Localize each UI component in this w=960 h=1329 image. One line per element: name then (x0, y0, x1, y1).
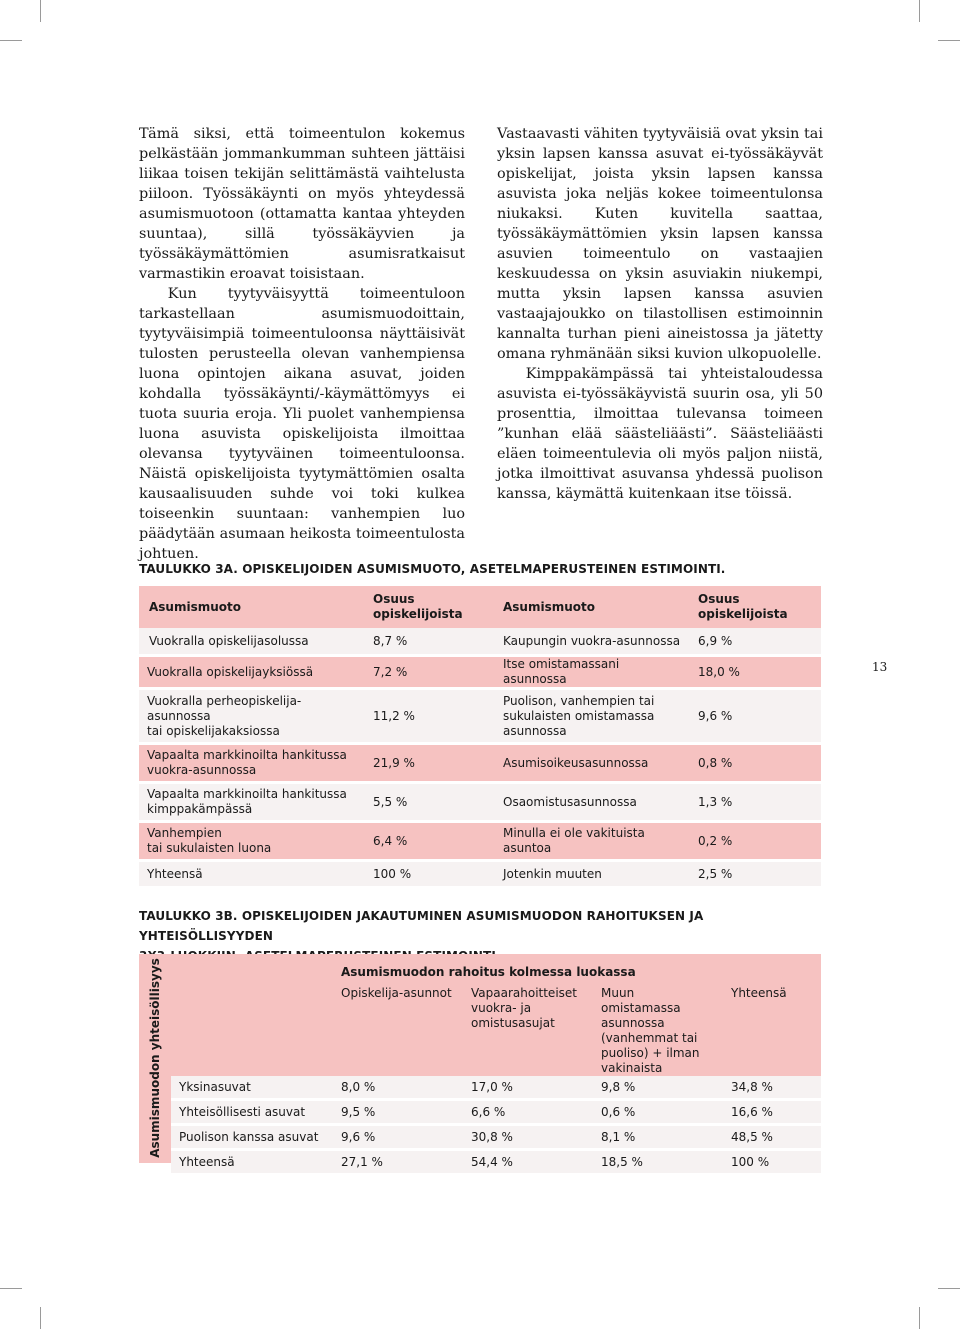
table-cell: 6,4 % (365, 823, 495, 859)
crop-mark (938, 40, 960, 41)
table-cell: 34,8 % (723, 1076, 821, 1098)
table-cell: 8,1 % (593, 1126, 723, 1148)
table-row (139, 657, 821, 687)
crop-mark (0, 40, 22, 41)
table-cell: Jotenkin muuten (495, 862, 690, 886)
table-3b-grid (171, 954, 821, 1173)
table-row (139, 745, 821, 781)
table-cell: Vapaalta markkinoilta hankitussa vuokra-asunnossa (139, 745, 365, 781)
table-cell: Minulla ei ole vakituista asuntoa (495, 823, 690, 859)
table-cell: 100 % (365, 862, 495, 886)
row-label: Yhteensä (171, 1151, 333, 1173)
table-cell: Asumisoikeusasunnossa (495, 745, 690, 781)
table-row (139, 823, 821, 859)
table-cell: Vuokralla perheopiskelija-asunnossa tai opiskelijakaksiossa (139, 690, 365, 742)
table-cell: Kaupungin vuokra-asunnossa (495, 628, 690, 654)
caption-label: TAULUKKO 3A. (139, 562, 238, 576)
paragraph: Kimppakämpässä tai yhteistaloudessa asuvista ei-työssäkäyvistä suurin osa, yli 50 prosenttia, ilmoittaa tulevansa toimeen ”kunhan elää säästeliäästi”. Säästeliäästi eläen toimeentulevia oli myös paljon niistä, jotka ilmoittivat asuvansa yhdessä puolison kanssa, käymättä kuitenkaan itse töissä. (497, 366, 823, 502)
table-cell: 16,6 % (723, 1101, 821, 1123)
table-row (139, 862, 821, 886)
caption-text: OPISKELIJOIDEN JAKAUTUMINEN ASUMISMUODON RAHOITUKSEN JA YHTEISÖLLISYYDEN (139, 909, 704, 943)
table-row (171, 1076, 821, 1098)
table-header-row (171, 982, 821, 1076)
table-cell: 8,7 % (365, 628, 495, 654)
crop-mark (919, 1307, 920, 1329)
crop-mark (938, 1288, 960, 1289)
crop-mark (40, 1307, 41, 1329)
table-cell: 6,9 % (690, 628, 821, 654)
table-cell: Osaomistusasunnossa (495, 784, 690, 820)
header-cell: Asumismuoto (495, 586, 690, 628)
right-text-column (497, 124, 823, 504)
header-cell: Asumismuoto (139, 586, 365, 628)
table-cell: 9,6 % (333, 1126, 463, 1148)
header-cell: Opiskelija-asunnot (333, 982, 463, 1076)
table-cell: Vapaalta markkinoilta hankitussa kimppakämpässä (139, 784, 365, 820)
caption-label: TAULUKKO 3B. (139, 909, 238, 923)
table-3b (139, 954, 821, 1169)
header-cell: Osuus opiskelijoista (365, 586, 495, 628)
table-cell: 17,0 % (463, 1076, 593, 1098)
table-cell: Vuokralla opiskelijayksiössä (139, 657, 365, 687)
header-cell: Vapaarahoitteiset vuokra- ja omistusasujat (463, 982, 593, 1076)
paragraph: Vastaavasti vähiten tyytyväisiä ovat yksin tai yksin lapsen kanssa asuvat ei-työssäkäyvät opiskelijat, joista yksin lapsen kanssa asuvista joka neljäs kokee toimeentulonsa niukaksi. Kuten kuvitella saattaa, työssäkäymättömien yksin lapsen kanssa asuvien toimeentulo on vastaajien keskuudessa on yksin asuviakin niukempi, mutta yksin lapsen kanssa asuvien vastaajajoukko on tilastollisen estimoinnin kannalta turhan pieni aineistossa ja jätetty omana ryhmänään siksi kuvion ulkopuolelle. (497, 126, 823, 362)
table-cell: 48,5 % (723, 1126, 821, 1148)
vertical-header-label: Asumismuodon yhteisöllisyys (148, 958, 162, 1158)
table-cell: Yhteensä (139, 862, 365, 886)
table-cell: 18,5 % (593, 1151, 723, 1173)
group-header: Asumismuodon rahoitus kolmessa luokassa (333, 954, 821, 982)
table-cell: 27,1 % (333, 1151, 463, 1173)
paragraph: Tämä siksi, että toimeentulon kokemus pelkästään jommankumman suhteen jättäisi liikaa toisen tekijän selittämästä vaihtelusta piiloon. Työssäkäynti on myös yhteydessä asumismuotoon (ottamatta kantaa yhteyden suuntaa), sillä työssäkäyvien ja työssäkäymättömien asumisratkaisut varmastikin eroavat toisistaan. (139, 126, 465, 282)
paragraph: Kun tyytyväisyyttä toimeentuloon tarkastellaan asumismuodoittain, tyytyväisimpiä toimeentuloonsa näyttäisivät tulosten perusteella olevan vanhempiensa luona opintojen aikana asuvat, joiden kohdalla työssäkäynti/-käymättömyys ei tuota suuria eroja. Yli puolet vanhempiensa luona asuvista opiskelijoista ilmoittaa olevansa tyytyväinen toimeentuloonsa. Näistä opiskelijoista tyytymättömien osalta kausaalisuuden suhde voi toki kulkea toiseenkin suuntaan: vanhempien luo päädytään asumaan heikosta toimeentulosta johtuen. (139, 286, 465, 562)
table-cell: Vuokralla opiskelijasolussa (139, 628, 365, 654)
table-cell: 2,5 % (690, 862, 821, 886)
table-header-row (139, 586, 821, 628)
table-3a-caption (139, 559, 799, 579)
table-cell: 9,6 % (690, 690, 821, 742)
table-row (171, 1151, 821, 1173)
table-cell: 54,4 % (463, 1151, 593, 1173)
table-cell: 7,2 % (365, 657, 495, 687)
table-cell: 6,6 % (463, 1101, 593, 1123)
header-cell: Osuus opiskelijoista (690, 586, 821, 628)
table-cell: 100 % (723, 1151, 821, 1173)
table-cell: Puolison, vanhempien tai sukulaisten omistamassa asunnossa (495, 690, 690, 742)
table-row (171, 1101, 821, 1123)
crop-mark (919, 0, 920, 22)
crop-mark (40, 0, 41, 22)
table-cell (171, 982, 333, 1076)
table-cell: 5,5 % (365, 784, 495, 820)
crop-mark (0, 1288, 22, 1289)
table-cell: 0,8 % (690, 745, 821, 781)
left-text-column (139, 124, 465, 564)
table-cell: 21,9 % (365, 745, 495, 781)
page-number: 13 (872, 660, 888, 674)
table-cell: 0,6 % (593, 1101, 723, 1123)
row-label: Puolison kanssa asuvat (171, 1126, 333, 1148)
table-row (139, 690, 821, 742)
header-cell: Yhteensä (723, 982, 821, 1076)
caption-text: OPISKELIJOIDEN ASUMISMUOTO, ASETELMAPERUSTEINEN ESTIMOINTI. (242, 562, 726, 576)
table-cell: 30,8 % (463, 1126, 593, 1148)
table-cell: 8,0 % (333, 1076, 463, 1098)
table-row (139, 628, 821, 654)
row-label: Yksinasuvat (171, 1076, 333, 1098)
table-cell: Vanhempien tai sukulaisten luona (139, 823, 365, 859)
table-3a (139, 586, 821, 886)
table-cell: 1,3 % (690, 784, 821, 820)
table-cell: 9,5 % (333, 1101, 463, 1123)
table-cell: 18,0 % (690, 657, 821, 687)
table-cell: 9,8 % (593, 1076, 723, 1098)
table-cell: 0,2 % (690, 823, 821, 859)
row-label: Yhteisöllisesti asuvat (171, 1101, 333, 1123)
table-row (139, 784, 821, 820)
table-row (171, 1126, 821, 1148)
table-group-header-row (171, 954, 821, 982)
vertical-header-band (139, 954, 171, 1163)
table-cell: Itse omistamassani asunnossa (495, 657, 690, 687)
table-cell (171, 954, 333, 982)
header-cell: Muun omistamassa asunnossa (vanhemmat tai puoliso) + ilman vakinaista (593, 982, 723, 1076)
table-cell: 11,2 % (365, 690, 495, 742)
